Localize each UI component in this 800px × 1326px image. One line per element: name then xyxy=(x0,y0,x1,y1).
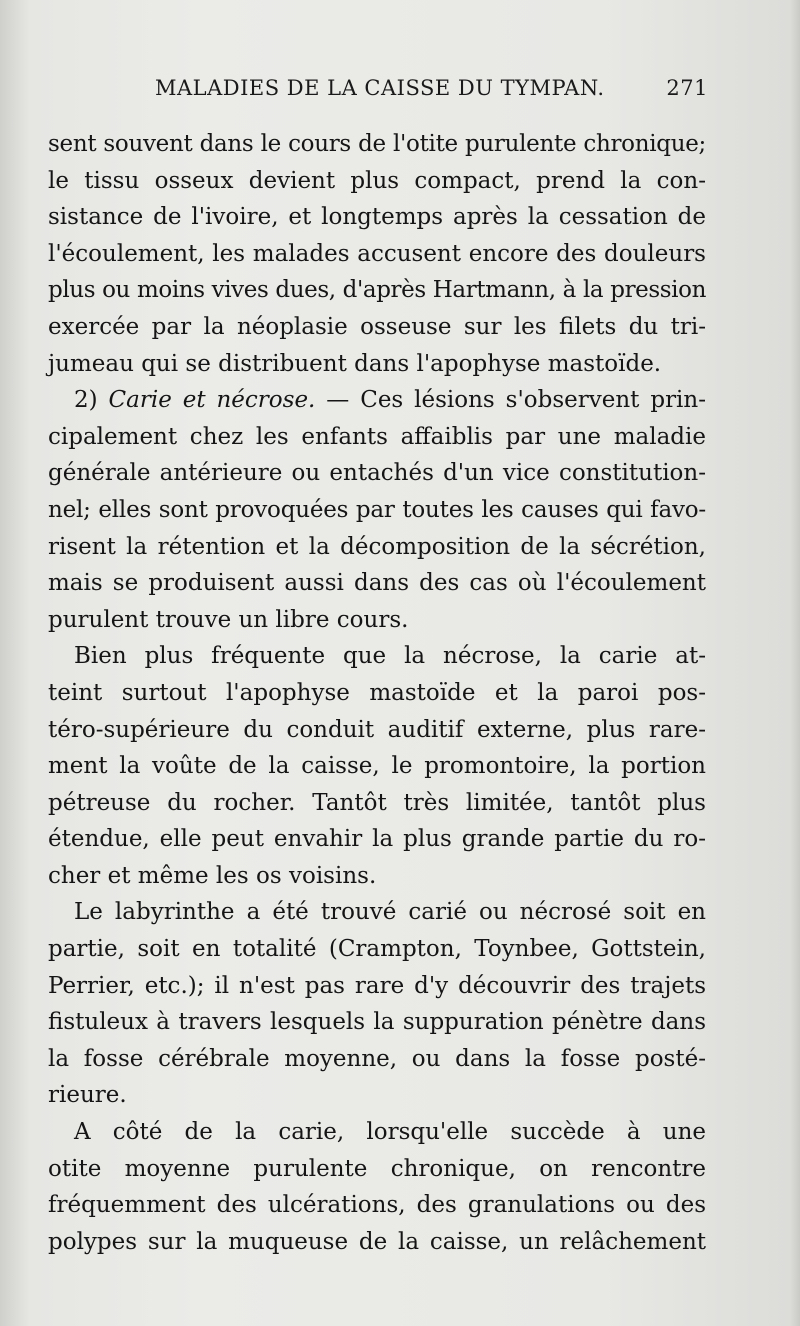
text-line: teint surtout l'apophyse mastoïde et la paroi pos- xyxy=(48,679,706,706)
running-title: MALADIES DE LA CAISSE DU TYMPAN. xyxy=(155,76,605,100)
text-line: otite moyenne purulente chronique, on rencontre xyxy=(48,1155,706,1182)
text-line: fréquemment des ulcérations, des granulations ou des xyxy=(48,1192,706,1219)
text-line: jumeau qui se distribuent dans l'apophyse mastoïde. xyxy=(48,350,662,377)
text-line: polypes sur la muqueuse de la caisse, un relâchement xyxy=(48,1228,706,1255)
page-number: 271 xyxy=(666,76,708,100)
text-line: téro-supérieure du conduit auditif externe, plus rare- xyxy=(48,716,706,743)
text-line: Le labyrinthe a été trouvé carié ou nécrosé soit en xyxy=(74,899,706,926)
text-line: générale antérieure ou entachés d'un vice constitution- xyxy=(48,460,706,487)
text-line: exercée par la néoplasie osseuse sur les filets du tri- xyxy=(48,313,706,340)
text-line: risent la rétention et la décomposition de la sécrétion, xyxy=(48,533,706,560)
text-line: Perrier, etc.); il n'est pas rare d'y découvrir des trajets xyxy=(48,972,706,999)
text-line: nel; elles sont provoquées par toutes les causes qui favo- xyxy=(48,496,706,523)
text-line: Bien plus fréquente que la nécrose, la carie at- xyxy=(74,643,706,670)
text-line: mais se produisent aussi dans des cas où l'écoulement xyxy=(48,570,706,597)
text-line: pétreuse du rocher. Tantôt très limitée, tantôt plus xyxy=(48,789,706,816)
text-line: rieure. xyxy=(48,1082,127,1109)
text-line: partie, soit en totalité (Crampton, Toynbee, Gottstein, xyxy=(48,936,706,963)
text-line-section xyxy=(48,382,706,419)
section-number: 2) xyxy=(74,387,98,414)
text-line: l'écoulement, les malades accusent encore des douleurs xyxy=(48,240,706,267)
section-lead: — Ces lésions s'observent prin- xyxy=(326,387,706,414)
text-line: le tissu osseux devient plus compact, prend la con- xyxy=(48,167,706,194)
text-line: sent souvent dans le cours de l'otite purulente chronique; xyxy=(48,131,706,157)
text-line: ment la voûte de la caisse, le promontoire, la portion xyxy=(48,753,706,780)
text-line: purulent trouve un libre cours. xyxy=(48,606,409,633)
text-line: fistuleux à travers lesquels la suppuration pénètre dans xyxy=(48,1009,706,1036)
section-title: Carie et nécrose. xyxy=(108,387,316,414)
text-line: cher et même les os voisins. xyxy=(48,862,377,889)
text-line: la fosse cérébrale moyenne, ou dans la fosse posté- xyxy=(48,1045,706,1072)
text-line: cipalement chez les enfants affaiblis par une maladie xyxy=(48,423,706,450)
page-header xyxy=(155,76,710,110)
text-line: plus ou moins vives dues, d'après Hartmann, à la pression xyxy=(48,277,706,304)
text-line: A côté de la carie, lorsqu'elle succède à une xyxy=(74,1119,706,1146)
body-text xyxy=(48,126,706,1260)
text-line: étendue, elle peut envahir la plus grande partie du ro- xyxy=(48,826,706,853)
text-line: sistance de l'ivoire, et longtemps après la cessation de xyxy=(48,204,706,231)
